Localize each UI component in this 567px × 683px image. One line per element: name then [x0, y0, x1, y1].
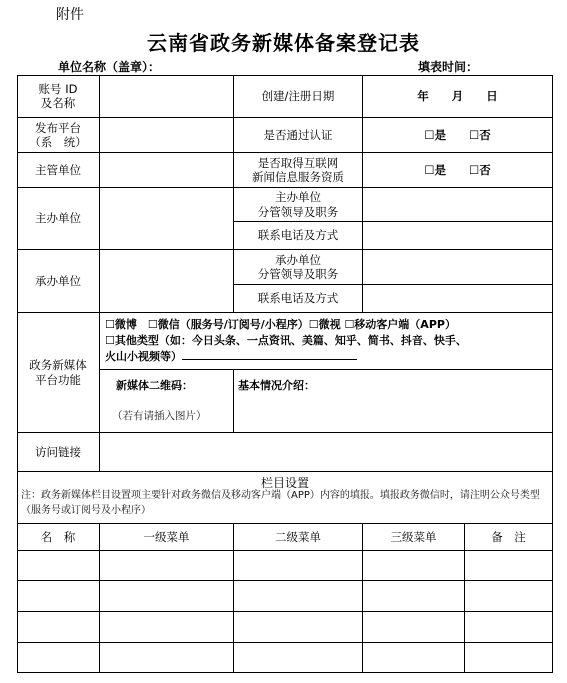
- sponsor-label: 主办单位: [17, 188, 100, 250]
- link-value-cell[interactable]: [100, 433, 553, 472]
- table-cell[interactable]: [465, 612, 553, 643]
- column-settings-note: 注：政务新媒体栏目设置项主要针对政务微信及移动客户端（APP）内容的填报。填报政务微信时，请注明公众号类型（服务号或订阅号及小程序）: [21, 490, 540, 516]
- function-label: 政务新媒体 平台功能: [17, 313, 100, 433]
- certified-label: 是否通过认证: [234, 118, 363, 153]
- col-header-name: 名 称: [17, 524, 100, 551]
- platform-label: 发布平台 （系 统）: [17, 118, 100, 153]
- table-cell[interactable]: [17, 643, 100, 673]
- sponsor-contact-label: 联系电话及方式: [234, 222, 363, 250]
- table-cell[interactable]: [234, 643, 363, 673]
- table-cell[interactable]: [17, 612, 100, 643]
- platform-value-cell[interactable]: [100, 118, 234, 153]
- options-line-3: 火山小视频等）: [105, 350, 182, 363]
- col-header-level2: 二级菜单: [234, 524, 363, 551]
- sponsor-contact-value[interactable]: [363, 222, 553, 250]
- table-cell[interactable]: [363, 643, 465, 673]
- options-line-2: ☐其他类型（如：今日头条、一点资讯、美篇、知乎、简书、抖音、快手、: [105, 333, 467, 347]
- news-license-checkboxes[interactable]: ☐是 ☐否: [363, 153, 553, 188]
- col-header-level3: 三级菜单: [363, 524, 465, 551]
- news-license-label: 是否取得互联网 新闻信息服务资质: [234, 153, 363, 188]
- table-cell[interactable]: [100, 612, 234, 643]
- table-cell[interactable]: [465, 551, 553, 581]
- col-header-level1: 一级菜单: [100, 524, 234, 551]
- table-cell[interactable]: [234, 612, 363, 643]
- undertaker-contact-value[interactable]: [363, 285, 553, 313]
- table-cell[interactable]: [363, 551, 465, 581]
- attachment-label: 附件: [56, 7, 84, 23]
- col-header-remark: 备 注: [465, 524, 553, 551]
- table-cell[interactable]: [100, 551, 234, 581]
- options-line-3-row: [105, 348, 550, 365]
- undertaker-label: 承办单位: [17, 250, 100, 313]
- undertaker-value-cell[interactable]: [100, 250, 234, 313]
- table-cell[interactable]: [17, 581, 100, 612]
- account-label: 账号 ID 及名称: [17, 75, 100, 118]
- undertaker-contact-label: 联系电话及方式: [234, 285, 363, 313]
- unit-name-label: 单位名称（盖章）：: [58, 60, 161, 74]
- table-cell[interactable]: [17, 551, 100, 581]
- table-cell[interactable]: [234, 551, 363, 581]
- table-cell[interactable]: [363, 612, 465, 643]
- sponsor-value-cell[interactable]: [100, 188, 234, 250]
- sponsor-leader-value[interactable]: [363, 188, 553, 222]
- undertaker-leader-label: 承办单位 分管领导及职务: [234, 250, 363, 285]
- supervisor-value-cell[interactable]: [100, 153, 234, 188]
- options-line-1: ☐微博 ☐微信（服务号/订阅号/小程序）☐微视 ☐移动客户端（APP）: [105, 318, 456, 331]
- table-cell[interactable]: [465, 581, 553, 612]
- supervisor-label: 主管单位: [17, 153, 100, 188]
- link-label: 访问链接: [17, 433, 100, 472]
- intro-label: 基本情况介绍：: [238, 379, 315, 392]
- function-options[interactable]: [105, 317, 550, 365]
- table-cell[interactable]: [234, 581, 363, 612]
- other-type-input-line[interactable]: [182, 348, 357, 360]
- column-settings-title: 栏目设置: [260, 476, 309, 490]
- certified-checkboxes[interactable]: ☐是 ☐否: [363, 118, 553, 153]
- sponsor-leader-label: 主办单位 分管领导及职务: [234, 188, 363, 222]
- qr-hint: （若有请插入图片）: [112, 410, 207, 422]
- create-date-value[interactable]: 年 月 日: [363, 75, 553, 118]
- page-title: 云南省政务新媒体备案登记表: [147, 31, 420, 55]
- create-date-label: 创建/注册日期: [234, 75, 363, 118]
- fill-time-label: 填表时间：: [418, 60, 479, 74]
- table-cell[interactable]: [465, 643, 553, 673]
- table-cell[interactable]: [100, 581, 234, 612]
- table-cell[interactable]: [363, 581, 465, 612]
- undertaker-leader-value[interactable]: [363, 250, 553, 285]
- account-value-cell[interactable]: [100, 75, 234, 118]
- qr-label: 新媒体二维码：: [116, 379, 193, 392]
- table-cell[interactable]: [100, 643, 234, 673]
